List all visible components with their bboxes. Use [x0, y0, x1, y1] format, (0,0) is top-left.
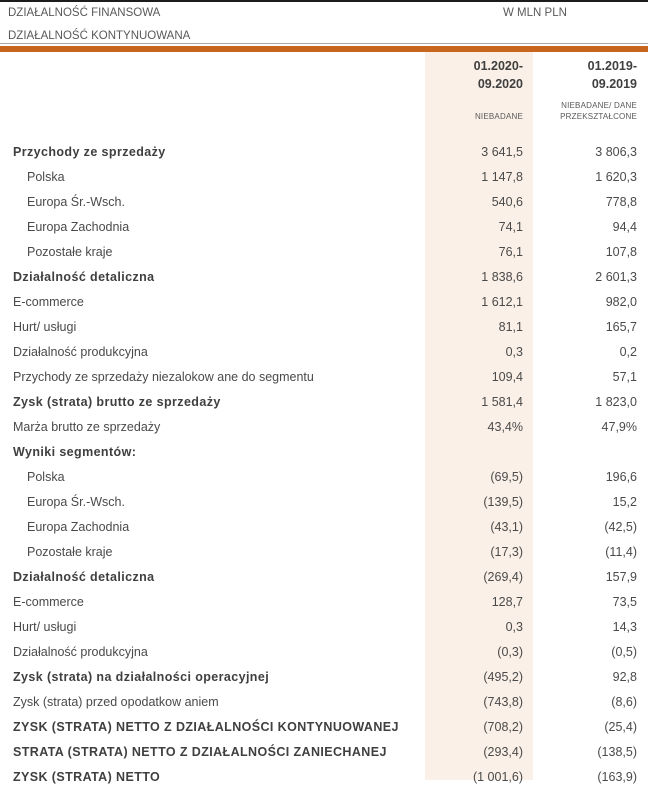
row-value-2020: (495,2) — [483, 670, 523, 684]
row-label: E-commerce — [13, 595, 84, 609]
row-value-2020: (743,8) — [483, 695, 523, 709]
row-value-2019: 47,9% — [601, 420, 637, 434]
table-row — [0, 565, 648, 590]
row-label: Europa Zachodnia — [27, 520, 130, 534]
table-row — [0, 215, 648, 240]
row-value-2020: 1 147,8 — [481, 170, 523, 184]
row-value-2019: 165,7 — [605, 320, 637, 334]
row-value-2019: (0,5) — [611, 645, 637, 659]
table-row — [0, 265, 648, 290]
table-row — [0, 715, 648, 740]
row-value-2019: 3 806,3 — [595, 145, 637, 159]
table-row — [0, 390, 648, 415]
row-value-2020: 540,6 — [491, 195, 523, 209]
row-value-2020: 76,1 — [498, 245, 523, 259]
row-value-2019: (11,4) — [605, 545, 637, 559]
row-label: E-commerce — [13, 295, 84, 309]
row-label: Europa Śr.-Wsch. — [27, 195, 125, 209]
row-value-2019: (8,6) — [611, 695, 637, 709]
row-value-2020 — [415, 440, 523, 465]
row-value-2020: 74,1 — [498, 220, 523, 234]
row-label: STRATA (STRATA) NETTO Z DZIAŁALNOŚCI ZANIECHANEJ — [13, 745, 387, 759]
table-row — [0, 615, 648, 640]
row-value-2019: 14,3 — [612, 620, 637, 634]
table-row — [0, 365, 648, 390]
table-column-headers — [0, 52, 648, 140]
row-label: Działalność detaliczna — [13, 270, 155, 284]
period-2020 — [415, 57, 523, 93]
row-value-2019: 982,0 — [605, 295, 637, 309]
column-header-spacer — [0, 52, 415, 140]
table-row — [0, 240, 648, 265]
period-2019 — [523, 57, 637, 93]
row-label: Zysk (strata) przed opodatkow aniem — [13, 695, 219, 709]
row-value-2019: 196,6 — [605, 470, 637, 484]
row-value-2019: (163,9) — [597, 770, 637, 784]
row-value-2019: 57,1 — [612, 370, 637, 384]
row-value-2019: 92,8 — [612, 670, 637, 684]
row-value-2019: 94,4 — [612, 220, 637, 234]
audit-note-2020 — [415, 111, 523, 122]
row-label: Pozostałe kraje — [27, 245, 113, 259]
row-value-2020: 81,1 — [498, 320, 523, 334]
table-row — [0, 340, 648, 365]
row-label: Działalność detaliczna — [13, 570, 155, 584]
row-value-2020: 1 581,4 — [481, 395, 523, 409]
row-label: Hurt/ usługi — [13, 320, 77, 334]
row-label: ZYSK (STRATA) NETTO Z DZIAŁALNOŚCI KONTYNUOWANEJ — [13, 720, 399, 734]
row-value-2020: (0,3) — [497, 645, 523, 659]
row-label: Polska — [27, 470, 65, 484]
row-value-2020: (17,3) — [490, 545, 523, 559]
header-divider-rule — [0, 43, 648, 44]
row-value-2020: (43,1) — [490, 520, 523, 534]
row-label: Zysk (strata) brutto ze sprzedaży — [13, 395, 221, 409]
table-row — [0, 190, 648, 215]
table-row — [0, 440, 648, 465]
row-label: Europa Zachodnia — [27, 220, 130, 234]
row-value-2020: (293,4) — [483, 745, 523, 759]
table-row — [0, 415, 648, 440]
row-value-2020: 43,4% — [487, 420, 523, 434]
table-row — [0, 315, 648, 340]
table-row — [0, 140, 648, 165]
column-header-2019 — [523, 52, 637, 140]
row-label: Hurt/ usługi — [13, 620, 77, 634]
period-2020-line2: 09.2020 — [477, 77, 523, 91]
row-value-2019: (42,5) — [604, 520, 637, 534]
table-row — [0, 640, 648, 665]
row-value-2019: 1 823,0 — [595, 395, 637, 409]
top-border-line — [0, 0, 648, 2]
row-value-2019: 107,8 — [605, 245, 637, 259]
row-value-2020: 0,3 — [505, 620, 523, 634]
period-2020-line1: 01.2020- — [473, 59, 523, 73]
audit-note-2020-text: NIEBADANE — [474, 112, 523, 121]
report-title-line1: DZIAŁALNOŚĆ FINANSOWA — [8, 7, 161, 19]
row-value-2020: (69,5) — [490, 470, 523, 484]
audit-note-2019-line1: NIEBADANE/ DANE — [561, 101, 637, 110]
table-row — [0, 765, 648, 786]
row-label: Działalność produkcyjna — [13, 345, 148, 359]
audit-note-2019-line2: PRZEKSZTAŁCONE — [560, 112, 637, 121]
row-label: Działalność produkcyjna — [13, 645, 148, 659]
column-header-2020 — [415, 52, 523, 140]
table-row — [0, 690, 648, 715]
table-rows — [0, 140, 648, 786]
row-label: Europa Śr.-Wsch. — [27, 495, 125, 509]
period-2019-line1: 01.2019- — [587, 59, 637, 73]
row-value-2020: (269,4) — [483, 570, 523, 584]
report-title-line2: DZIAŁALNOŚĆ KONTYNUOWANA — [8, 30, 191, 42]
row-value-2019 — [523, 440, 637, 465]
table-row — [0, 665, 648, 690]
table-row — [0, 465, 648, 490]
row-value-2020: 1 612,1 — [481, 295, 523, 309]
row-value-2019: 0,2 — [619, 345, 637, 359]
row-label: Przychody ze sprzedaży niezalokow ane do segmentu — [13, 370, 314, 384]
row-label: Zysk (strata) na działalności operacyjnej — [13, 670, 270, 684]
row-label: Polska — [27, 170, 65, 184]
table-row — [0, 740, 648, 765]
row-value-2020: 0,3 — [505, 345, 523, 359]
row-value-2019: 15,2 — [612, 495, 637, 509]
row-label: Wyniki segmentów: — [13, 445, 137, 459]
table-row — [0, 590, 648, 615]
period-2019-line2: 09.2019 — [591, 77, 637, 91]
table-row — [0, 165, 648, 190]
table-row — [0, 515, 648, 540]
row-label: Pozostałe kraje — [27, 545, 113, 559]
row-value-2020: 109,4 — [491, 370, 523, 384]
row-value-2020: (139,5) — [483, 495, 523, 509]
row-value-2019: 1 620,3 — [595, 170, 637, 184]
table-row — [0, 540, 648, 565]
audit-note-2019 — [523, 100, 637, 122]
row-label: ZYSK (STRATA) NETTO — [13, 770, 161, 784]
row-value-2020: 3 641,5 — [481, 145, 523, 159]
row-value-2020: (1 001,6) — [472, 770, 523, 784]
currency-unit-label: W MLN PLN — [503, 7, 567, 19]
row-value-2020: 128,7 — [491, 595, 523, 609]
table-row — [0, 490, 648, 515]
row-value-2019: (138,5) — [597, 745, 637, 759]
row-value-2019: (25,4) — [604, 720, 637, 734]
row-value-2019: 2 601,3 — [595, 270, 637, 284]
row-label: Marża brutto ze sprzedaży — [13, 420, 161, 434]
row-value-2019: 157,9 — [605, 570, 637, 584]
row-label: Przychody ze sprzedaży — [13, 145, 166, 159]
row-value-2019: 73,5 — [612, 595, 637, 609]
row-value-2019: 778,8 — [605, 195, 637, 209]
row-value-2020: (708,2) — [483, 720, 523, 734]
table — [0, 52, 648, 786]
row-value-2020: 1 838,6 — [481, 270, 523, 284]
table-row — [0, 290, 648, 315]
